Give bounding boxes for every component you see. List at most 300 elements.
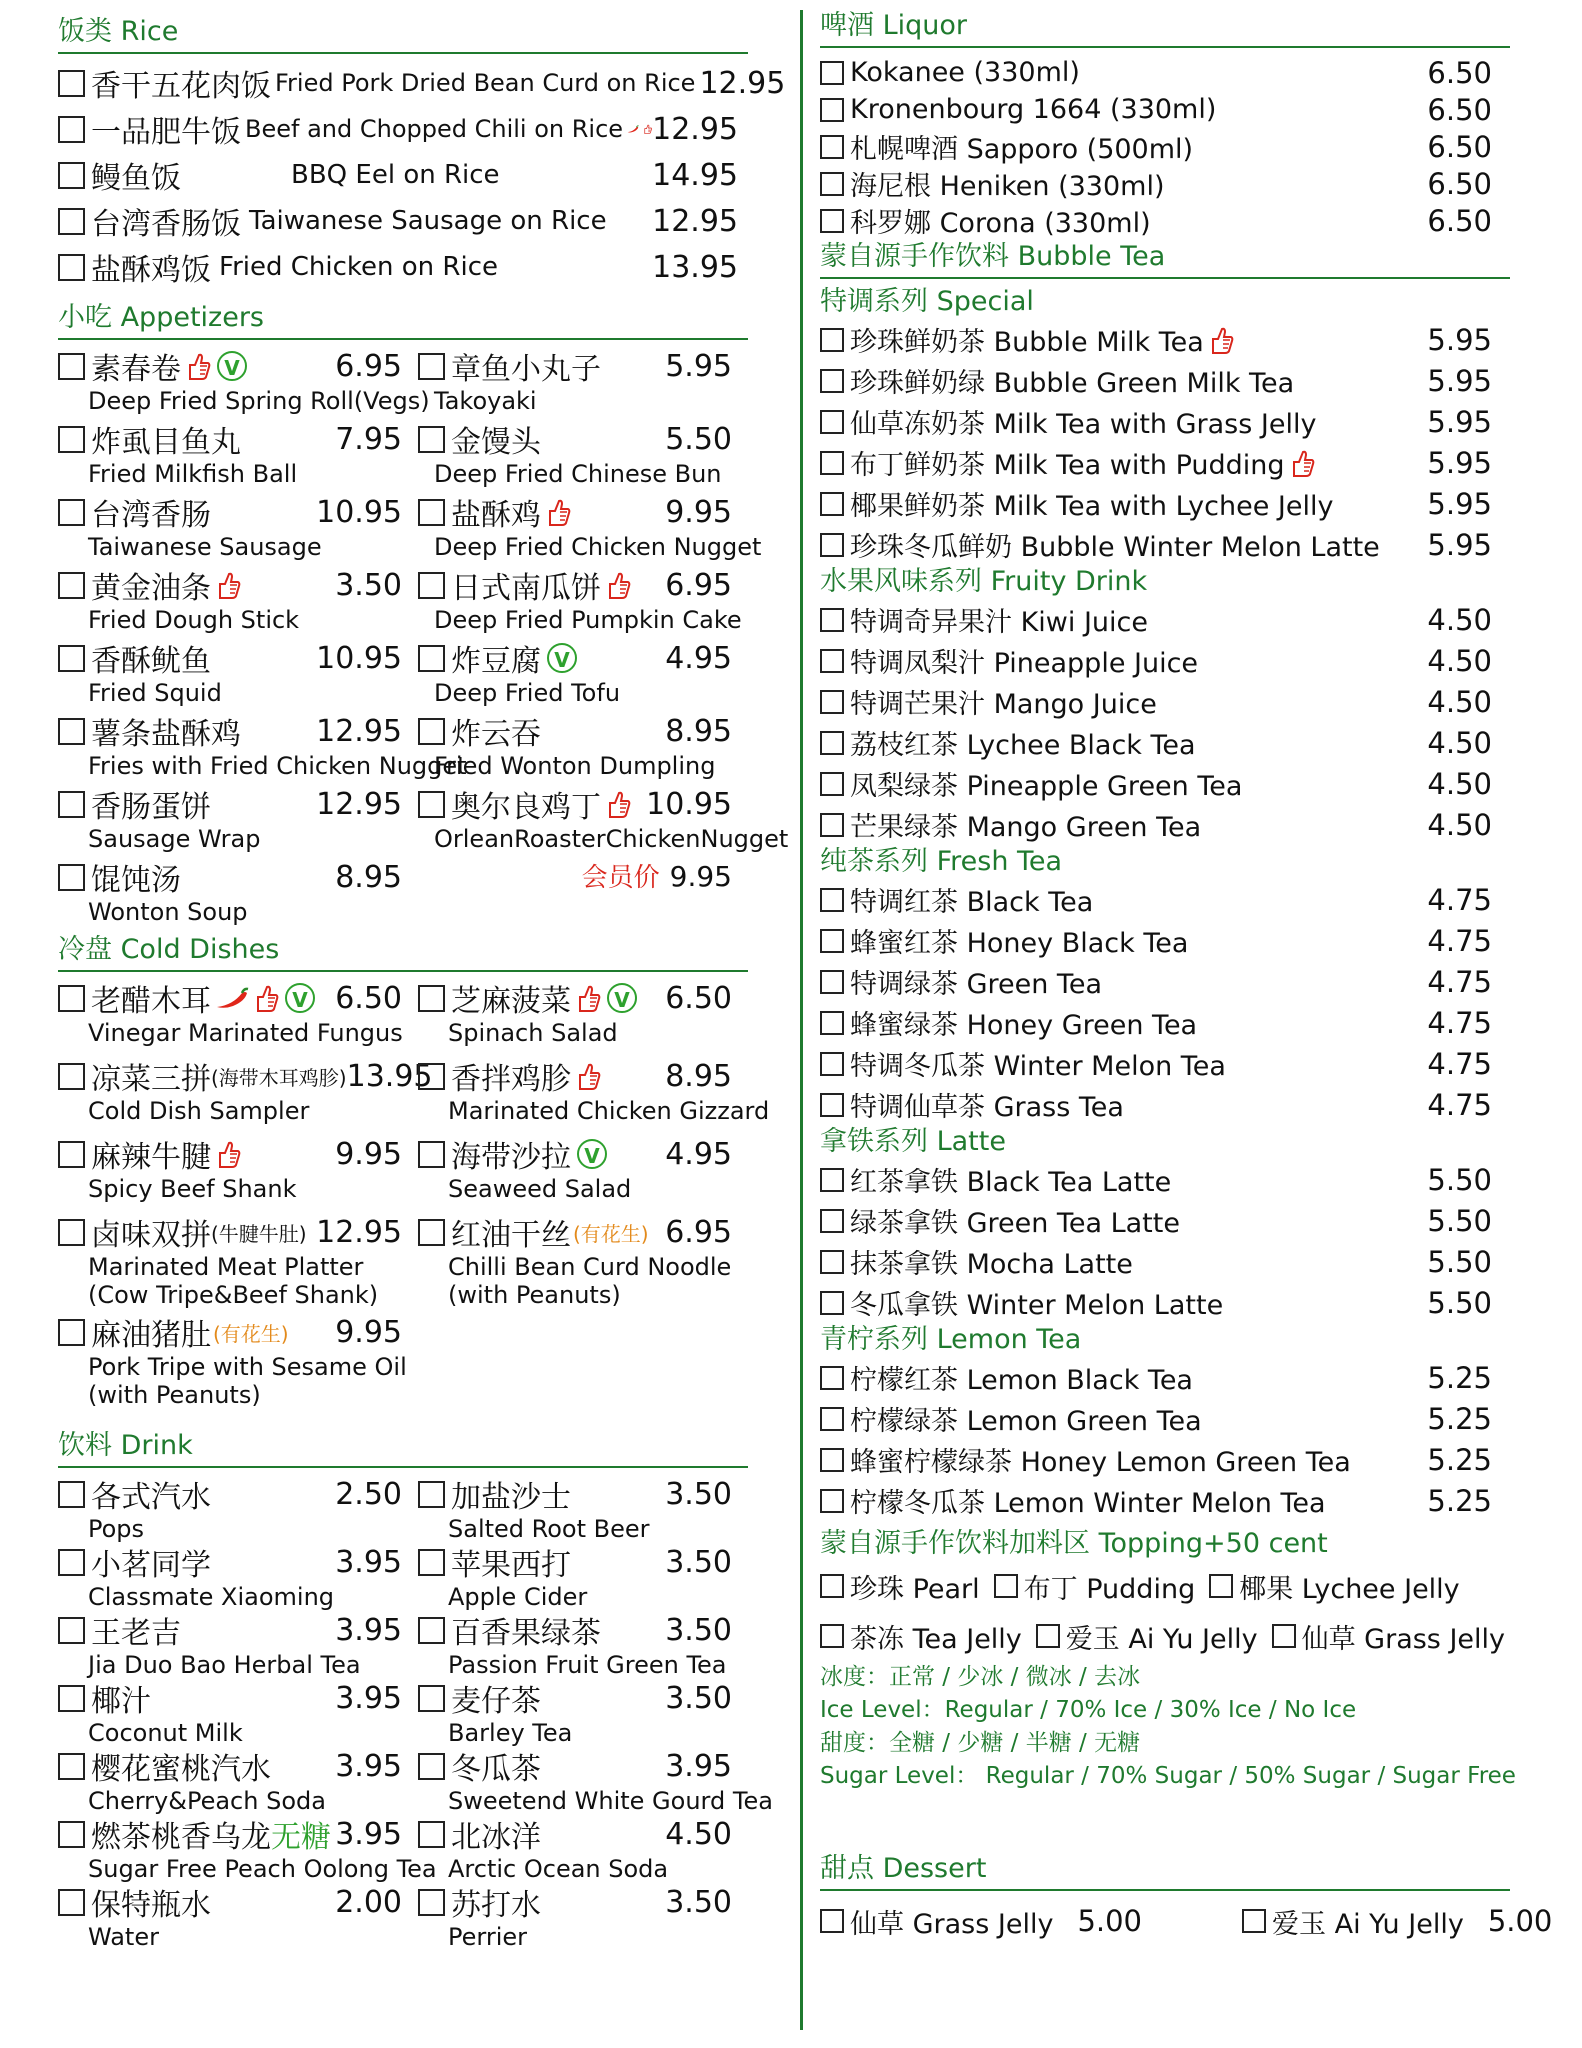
menu-item[interactable] — [418, 1134, 748, 1212]
order-checkbox[interactable] — [58, 1219, 85, 1246]
item-name: 柠檬冬瓜茶 Lemon Winter Melon Tea — [850, 1488, 1326, 1519]
item-name-en: Pork Tripe with Sesame Oil — [88, 1353, 407, 1381]
item-name: Kronenbourg 1664 (330ml) — [850, 94, 1217, 125]
item-price: 3.95 — [665, 1748, 732, 1784]
menu-item[interactable] — [58, 1056, 433, 1134]
item-price: 6.50 — [335, 980, 402, 1016]
menu-item[interactable] — [58, 346, 430, 419]
item-name: 蜂蜜绿茶 Honey Green Tea — [850, 1010, 1198, 1041]
menu-item[interactable] — [58, 1814, 437, 1883]
item-price: 12.95 — [316, 713, 402, 749]
order-checkbox[interactable] — [58, 1063, 85, 1090]
menu-item[interactable] — [418, 1212, 748, 1312]
menu-item[interactable] — [58, 419, 418, 492]
order-checkbox[interactable] — [820, 1052, 844, 1076]
item-name-zh: 苏打水 — [451, 1888, 541, 1923]
menu-item[interactable] — [58, 1134, 418, 1212]
order-checkbox[interactable] — [1272, 1624, 1296, 1648]
item-price: 12.95 — [316, 786, 402, 822]
rice-item[interactable] — [58, 60, 786, 106]
order-checkbox[interactable] — [58, 791, 85, 818]
rice-item[interactable] — [58, 106, 748, 152]
item-price: 5.25 — [1427, 1483, 1492, 1518]
order-checkbox[interactable] — [418, 718, 445, 745]
order-checkbox[interactable] — [58, 1481, 85, 1508]
order-checkbox[interactable] — [1209, 1574, 1233, 1598]
cold-grid — [58, 978, 770, 1412]
order-checkbox[interactable] — [820, 1574, 844, 1598]
order-checkbox[interactable] — [820, 970, 844, 994]
item-header — [418, 419, 748, 459]
drink-item[interactable] — [820, 920, 1520, 961]
drink-item[interactable] — [820, 804, 1520, 845]
item-name-en: Deep Fried Tofu — [434, 679, 621, 707]
menu-item[interactable] — [418, 978, 748, 1056]
drink-item[interactable] — [820, 1002, 1520, 1043]
menu-item[interactable] — [58, 1678, 418, 1746]
drink-item[interactable] — [820, 442, 1520, 483]
item-name: 蜂蜜红茶 Honey Black Tea — [850, 928, 1189, 959]
item-header — [418, 711, 748, 751]
item-price: 12.95 — [699, 65, 786, 101]
item-price: 4.75 — [1427, 1087, 1492, 1122]
drink-item[interactable] — [820, 1357, 1520, 1398]
drink-item[interactable] — [820, 319, 1520, 360]
order-checkbox[interactable] — [418, 645, 445, 672]
item-header — [418, 1134, 748, 1174]
order-checkbox[interactable] — [418, 353, 445, 380]
topping-label: 茶冻 Tea Jelly — [850, 1623, 1022, 1655]
order-checkbox[interactable] — [58, 985, 85, 1012]
rice-section — [58, 14, 786, 290]
drink-grid — [58, 1474, 773, 1951]
order-checkbox[interactable] — [820, 61, 844, 85]
item-name: 柠檬红茶 Lemon Black Tea — [850, 1365, 1193, 1396]
item-name-zh: 红油干丝 — [451, 1218, 571, 1253]
drink-item[interactable] — [820, 1084, 1520, 1125]
item-name-en: Taiwanese Sausage — [88, 533, 322, 561]
order-checkbox[interactable] — [820, 1011, 844, 1035]
order-checkbox[interactable] — [418, 1685, 445, 1712]
menu-item[interactable] — [418, 1814, 748, 1882]
dessert-item[interactable] — [1242, 1902, 1552, 1941]
item-name-zh: 香酥鱿鱼 — [91, 644, 211, 679]
order-checkbox[interactable] — [418, 499, 445, 526]
item-name-en: Spinach Salad — [448, 1019, 618, 1047]
menu-item[interactable] — [58, 1474, 418, 1542]
appetizers-rule — [58, 338, 748, 340]
item-name-en: OrleanRoasterChickenNugget — [434, 825, 789, 853]
drink-item[interactable] — [820, 483, 1520, 524]
drink-item[interactable] — [820, 401, 1520, 442]
order-checkbox[interactable] — [820, 888, 844, 912]
menu-item[interactable] — [58, 1882, 418, 1950]
order-checkbox[interactable] — [820, 1366, 844, 1390]
topping-row — [820, 1561, 1520, 1611]
vegetarian-icon: V — [547, 643, 577, 673]
item-price: 4.50 — [1427, 684, 1492, 719]
item-name-en: Deep Fried Spring Roll(Vegs) — [88, 387, 430, 415]
order-checkbox[interactable] — [418, 791, 445, 818]
right-column — [820, 0, 1553, 1945]
order-checkbox[interactable] — [58, 718, 85, 745]
order-checkbox[interactable] — [1242, 1909, 1266, 1933]
liquor-rule — [820, 46, 1510, 48]
drink-item[interactable] — [820, 681, 1520, 722]
item-name: 特调芒果汁 Mango Juice — [850, 689, 1157, 720]
item-price: 3.95 — [335, 1680, 402, 1716]
item-price: 5.25 — [1427, 1360, 1492, 1395]
order-checkbox[interactable] — [58, 208, 85, 235]
item-price: 10.95 — [316, 494, 402, 530]
order-checkbox[interactable] — [418, 1063, 445, 1090]
peanut-label: (有花生) — [213, 1321, 289, 1346]
order-checkbox[interactable] — [1036, 1624, 1060, 1648]
item-header — [418, 346, 748, 386]
order-checkbox[interactable] — [58, 1821, 85, 1848]
liquor-item[interactable] — [820, 165, 1520, 202]
order-checkbox[interactable] — [820, 172, 844, 196]
order-checkbox[interactable] — [418, 1889, 445, 1916]
order-checkbox[interactable] — [820, 608, 844, 632]
item-header — [58, 1312, 418, 1352]
thumbs-up-icon — [575, 1061, 601, 1091]
order-checkbox[interactable] — [820, 929, 844, 953]
item-price: 6.95 — [665, 1214, 732, 1250]
order-checkbox[interactable] — [58, 572, 85, 599]
order-checkbox[interactable] — [994, 1574, 1018, 1598]
item-name-zh: 素春卷 — [91, 352, 181, 387]
item-name: 抹茶拿铁 Mocha Latte — [850, 1249, 1133, 1280]
sugar-free-label: 无糖 — [271, 1820, 331, 1855]
drink-item[interactable] — [820, 1200, 1520, 1241]
item-price: 8.95 — [335, 859, 402, 895]
item-name-en: BBQ Eel on Rice — [291, 160, 500, 190]
item-name-en: Deep Fried Chinese Bun — [434, 460, 722, 488]
order-checkbox[interactable] — [820, 772, 844, 796]
drink-item[interactable] — [820, 1439, 1520, 1480]
item-price: 3.95 — [335, 1748, 402, 1784]
item-price: 4.50 — [1427, 725, 1492, 760]
item-header — [58, 1814, 418, 1854]
item-name-zh: 海带沙拉 — [451, 1140, 571, 1175]
peanut-label: (有花生) — [573, 1221, 649, 1246]
item-name-en: Jia Duo Bao Herbal Tea — [88, 1651, 361, 1679]
item-name-en: Fried Dough Stick — [88, 606, 300, 634]
item-price: 5.50 — [1427, 1203, 1492, 1238]
order-checkbox[interactable] — [820, 98, 844, 122]
item-price: 5.50 — [1427, 1285, 1492, 1320]
order-checkbox[interactable] — [58, 1889, 85, 1916]
order-checkbox[interactable] — [820, 1448, 844, 1472]
menu-item[interactable] — [58, 978, 418, 1056]
rice-item[interactable] — [58, 244, 748, 290]
order-checkbox[interactable] — [820, 690, 844, 714]
menu-item[interactable] — [58, 492, 418, 565]
thumbs-up-icon — [185, 351, 211, 381]
order-checkbox[interactable] — [58, 162, 85, 189]
menu-item[interactable] — [418, 1542, 748, 1610]
order-checkbox[interactable] — [58, 864, 85, 891]
order-checkbox[interactable] — [820, 649, 844, 673]
order-checkbox[interactable] — [418, 1549, 445, 1576]
menu-item[interactable] — [418, 1474, 748, 1542]
order-checkbox[interactable] — [820, 492, 844, 516]
item-price: 5.95 — [1427, 527, 1492, 562]
order-checkbox[interactable] — [820, 209, 844, 233]
item-price: 3.50 — [665, 1544, 732, 1580]
topping-option[interactable] — [1036, 1617, 1258, 1656]
order-checkbox[interactable] — [820, 451, 844, 475]
menu-item[interactable] — [418, 1746, 773, 1815]
topping-option[interactable] — [994, 1567, 1196, 1606]
cold-rule — [58, 970, 748, 972]
order-checkbox[interactable] — [418, 426, 445, 453]
order-checkbox[interactable] — [58, 70, 85, 97]
item-name-en: Beef and Chopped Chili on Rice — [245, 115, 624, 143]
item-name-zh: 北冰洋 — [451, 1820, 541, 1855]
order-checkbox[interactable] — [820, 369, 844, 393]
order-checkbox[interactable] — [418, 1753, 445, 1780]
order-checkbox[interactable] — [820, 1209, 844, 1233]
item-price: 5.00 — [1487, 1904, 1553, 1938]
menu-item[interactable] — [58, 711, 467, 784]
item-name-zh: 樱花蜜桃汽水 — [91, 1752, 271, 1787]
item-name-en: Vinegar Marinated Fungus — [88, 1019, 403, 1047]
item-price: 3.50 — [665, 1612, 732, 1648]
item-price: 5.25 — [1427, 1401, 1492, 1436]
drink-item[interactable] — [820, 1480, 1520, 1521]
item-name: 红茶拿铁 Black Tea Latte — [850, 1167, 1172, 1198]
item-price: 12.95 — [652, 111, 738, 147]
item-name-zh: 芝麻菠菜 — [451, 984, 571, 1019]
drink-options — [820, 1661, 1520, 1793]
liquor-item[interactable] — [820, 91, 1520, 128]
order-checkbox[interactable] — [58, 1753, 85, 1780]
item-name-zh: 香干五花肉饭 — [91, 69, 271, 104]
drink-item[interactable] — [820, 524, 1520, 565]
item-name-en: Fried Milkfish Ball — [88, 460, 298, 488]
drink-item[interactable] — [820, 763, 1520, 804]
menu-item[interactable] — [58, 857, 418, 930]
order-checkbox[interactable] — [58, 1319, 85, 1346]
order-checkbox[interactable] — [820, 533, 844, 557]
item-header — [58, 565, 418, 605]
drink-item[interactable] — [820, 1398, 1520, 1439]
order-checkbox[interactable] — [58, 1549, 85, 1576]
item-price: 9.95 — [335, 1136, 402, 1172]
drink-item[interactable] — [820, 1241, 1520, 1282]
member-price: 9.95 — [669, 860, 732, 893]
drink-item[interactable] — [820, 640, 1520, 681]
item-name-zh: 卤味双拼 — [91, 1218, 211, 1253]
item-price: 6.50 — [1427, 203, 1492, 238]
group-title: 纯茶系列 Fresh Tea — [820, 846, 1063, 877]
liquor-item[interactable] — [820, 202, 1520, 239]
item-name-zh: 一品肥牛饭 — [91, 115, 241, 150]
item-name-zh: 黄金油条 — [91, 571, 211, 606]
item-price: 12.95 — [652, 203, 738, 239]
bubble-title: 蒙自源手作饮料 Bubble Tea — [820, 241, 1166, 272]
order-checkbox[interactable] — [820, 1489, 844, 1513]
menu-item[interactable] — [58, 1542, 418, 1610]
item-name: 特调红茶 Black Tea — [850, 887, 1094, 918]
order-checkbox[interactable] — [820, 328, 844, 352]
drink-item[interactable] — [820, 879, 1520, 920]
order-checkbox[interactable] — [820, 1291, 844, 1315]
liquor-item[interactable] — [820, 54, 1520, 91]
order-checkbox[interactable] — [58, 645, 85, 672]
order-checkbox[interactable] — [418, 1617, 445, 1644]
item-header — [418, 1678, 748, 1718]
group-title: 特调系列 Special — [820, 286, 1034, 317]
item-name-zh: 盐酥鸡饭 — [91, 253, 211, 288]
item-name: 札幌啤酒 Sapporo (500ml) — [850, 134, 1194, 165]
item-name-zh: 炸豆腐 — [451, 644, 541, 679]
item-name-en: Barley Tea — [448, 1719, 573, 1747]
item-name-zh: 金馒头 — [451, 425, 541, 460]
order-checkbox[interactable] — [418, 1141, 445, 1168]
item-price: 13.95 — [346, 1058, 433, 1094]
order-checkbox[interactable] — [58, 1617, 85, 1644]
option-line: Sugar Level： Regular / 70% Sugar / 50% Sugar / Sugar Free — [820, 1763, 1516, 1789]
item-name-en: Seaweed Salad — [448, 1175, 632, 1203]
menu-item[interactable] — [418, 638, 748, 711]
group-title: 青柠系列 Lemon Tea — [820, 1324, 1082, 1355]
drink-item[interactable] — [820, 961, 1520, 1002]
drink-group-latte — [820, 1125, 1520, 1323]
item-header — [58, 1474, 418, 1514]
item-price: 6.50 — [1427, 166, 1492, 201]
rice-rule — [58, 52, 748, 54]
item-header — [418, 1610, 748, 1650]
order-checkbox[interactable] — [58, 353, 85, 380]
rice-title: 饭类 Rice — [58, 16, 179, 47]
item-name-en: Marinated Meat Platter — [88, 1253, 364, 1281]
menu-item[interactable] — [418, 346, 748, 419]
order-checkbox[interactable] — [58, 1141, 85, 1168]
item-header — [58, 638, 418, 678]
item-price: 7.95 — [335, 421, 402, 457]
item-price: 3.95 — [335, 1816, 402, 1852]
item-price: 6.50 — [665, 980, 732, 1016]
order-checkbox[interactable] — [58, 426, 85, 453]
rice-item[interactable] — [58, 152, 748, 198]
item-header — [418, 492, 748, 532]
menu-item[interactable] — [58, 784, 418, 857]
menu-item[interactable] — [418, 492, 762, 565]
topping-option[interactable] — [1272, 1617, 1505, 1656]
order-checkbox[interactable] — [418, 1821, 445, 1848]
item-name: 冬瓜拿铁 Winter Melon Latte — [850, 1290, 1224, 1321]
order-checkbox[interactable] — [820, 135, 844, 159]
order-checkbox[interactable] — [58, 1685, 85, 1712]
order-checkbox[interactable] — [820, 1909, 844, 1933]
item-price: 4.95 — [665, 640, 732, 676]
menu-item[interactable] — [418, 1882, 748, 1950]
menu-item[interactable] — [418, 784, 789, 857]
menu-item[interactable] — [58, 1212, 418, 1312]
topping-option[interactable] — [1209, 1567, 1459, 1606]
item-price: 3.50 — [665, 1680, 732, 1716]
order-checkbox[interactable] — [820, 410, 844, 434]
chili-pepper-icon — [215, 987, 249, 1009]
drink-item[interactable] — [820, 1159, 1520, 1200]
item-price: 4.75 — [1427, 964, 1492, 999]
menu-item[interactable] — [418, 1678, 748, 1746]
item-name-zh: 老醋木耳 — [91, 984, 211, 1019]
topping-row — [820, 1611, 1520, 1661]
topping-option[interactable] — [820, 1567, 980, 1606]
drink-item[interactable] — [820, 599, 1520, 640]
item-price: 5.00 — [1077, 1904, 1143, 1938]
menu-item[interactable] — [58, 1610, 418, 1678]
item-header — [418, 1814, 748, 1854]
drink-item[interactable] — [820, 722, 1520, 763]
item-price: 8.95 — [665, 713, 732, 749]
thumbs-up-icon — [605, 570, 631, 600]
order-checkbox[interactable] — [820, 1407, 844, 1431]
order-checkbox[interactable] — [418, 1481, 445, 1508]
liquor-item[interactable] — [820, 128, 1520, 165]
item-name-zh: 章鱼小丸子 — [451, 352, 601, 387]
drink-item[interactable] — [820, 1043, 1520, 1084]
topping-label: 珍珠 Pearl — [850, 1573, 980, 1605]
menu-item[interactable] — [58, 638, 418, 711]
menu-item[interactable] — [418, 565, 748, 638]
menu-item[interactable] — [418, 711, 748, 784]
drink-group-fresh — [820, 845, 1520, 1125]
menu-item[interactable] — [418, 1056, 770, 1134]
item-name: 仙草 Grass Jelly — [850, 1908, 1054, 1940]
item-name-zh: 小茗同学 — [91, 1548, 211, 1583]
menu-item[interactable] — [58, 1312, 418, 1412]
order-checkbox[interactable] — [418, 1219, 445, 1246]
option-line: 冰度：正常 / 少冰 / 微冰 / 去冰 — [820, 1664, 1141, 1690]
order-checkbox[interactable] — [820, 813, 844, 837]
item-price: 5.50 — [665, 421, 732, 457]
order-checkbox[interactable] — [418, 572, 445, 599]
rice-item[interactable] — [58, 198, 748, 244]
order-checkbox[interactable] — [820, 1168, 844, 1192]
item-name-en: Cold Dish Sampler — [88, 1097, 310, 1125]
order-checkbox[interactable] — [820, 731, 844, 755]
item-header — [418, 1212, 748, 1252]
order-checkbox[interactable] — [820, 1250, 844, 1274]
drink-section — [58, 1428, 773, 1951]
item-header — [58, 1610, 418, 1650]
dessert-row — [820, 1897, 1553, 1945]
menu-item[interactable] — [418, 1610, 748, 1678]
dessert-item[interactable] — [820, 1902, 1142, 1941]
topping-option[interactable] — [820, 1617, 1022, 1656]
item-name-en: Salted Root Beer — [448, 1515, 650, 1543]
menu-item[interactable] — [58, 1746, 418, 1814]
order-checkbox[interactable] — [58, 499, 85, 526]
drink-group-lemon — [820, 1323, 1520, 1521]
item-name-zh: 苹果西打 — [451, 1548, 571, 1583]
order-checkbox[interactable] — [820, 1624, 844, 1648]
drink-item[interactable] — [820, 1282, 1520, 1323]
menu-item[interactable] — [58, 565, 418, 638]
menu-item[interactable] — [418, 419, 748, 492]
drink-item[interactable] — [820, 360, 1520, 401]
order-checkbox[interactable] — [418, 985, 445, 1012]
order-checkbox[interactable] — [58, 254, 85, 281]
order-checkbox[interactable] — [58, 116, 85, 143]
order-checkbox[interactable] — [820, 1093, 844, 1117]
item-price: 4.75 — [1427, 1005, 1492, 1040]
